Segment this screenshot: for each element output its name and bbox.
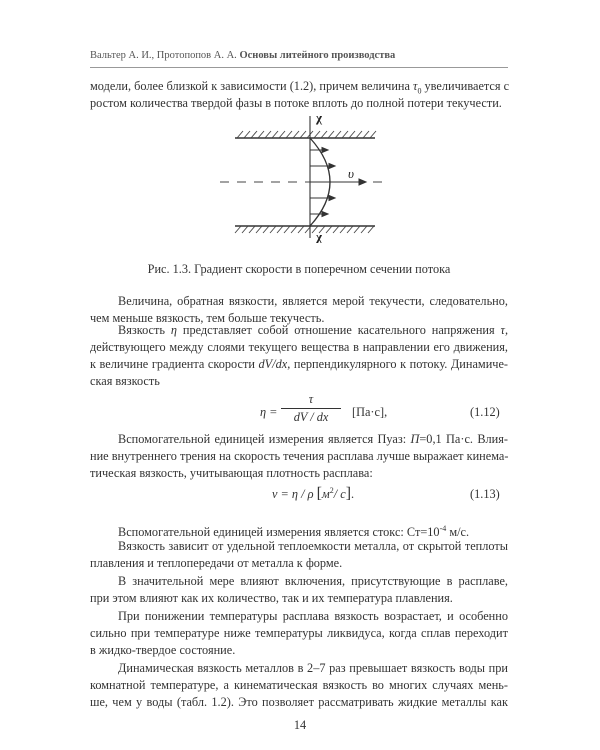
text-fragment: Вспомогательной единицей измерения является Пуаз: [118,432,407,446]
header-authors: Вальтер А. И., Протопопов А. А. [90,50,237,61]
text-line [90,322,508,339]
equation-number: (1.12) [470,405,500,419]
velocity-arrows [310,148,366,217]
equation-1-12-fraction [281,392,341,425]
text-line: ростом количества твердой фазы в потоке вплоть до полной потери текучести. [90,96,502,110]
superscript: -4 [439,524,447,533]
velocity-gradient-figure [220,108,390,243]
poise-symbol: П [410,432,420,446]
text-line: Вязкость зависит от удельной теплоемкости металла, от скрытой теплоты [118,539,508,553]
text-fragment: перпендикулярного к потоку. Динамиче- [293,357,509,371]
text-line: действующего между слоями текущего вещества в направлении его движения, [90,340,508,354]
text-line: При понижении температуры расплава вязкость возрастает, и особенно [118,609,508,623]
text-line [90,356,508,373]
bracket-close: ] [345,485,352,502]
text-line: при этом влияют как их количество, так и их температура плавления. [90,591,453,605]
gradient-symbol: dV/dx, [258,357,291,371]
subscript: 0 [417,86,422,96]
text-fragment: к величине градиента скорости [90,357,255,371]
text-fragment: Вязкость [118,323,165,337]
page-number: 14 [293,718,307,732]
velocity-label: υ [348,166,354,181]
figure-caption: Рис. 1.3. Градиент скорости в поперечном сечении потока [147,262,451,276]
fraction-bar [281,408,341,409]
running-header [90,50,510,61]
eq-unit-m: м [321,487,330,501]
equation-1-12-lhs [260,405,277,420]
text-line: Величина, обратная вязкости, является мерой текучести, следовательно, [118,294,508,308]
text-line: ние внутреннего трения на скорость течения расплава лучше выражает кинема- [90,449,509,463]
header-book-title: Основы литейного производства [239,50,396,61]
text-fragment: =0,1 Па·с. Влия- [419,432,508,446]
eq-lhs: η = [260,405,278,419]
bracket-open: [ [316,485,322,502]
equation-1-12-unit: [Па·с], [352,405,388,419]
tau-symbol: τ, [500,323,509,337]
text-line [90,431,508,448]
text-line: Динамическая вязкость металлов в 2–7 раз превышает вязкость воды при [118,661,508,675]
equation-1-13 [272,485,354,503]
tau-symbol: τ [413,79,418,93]
text-line: чем меньше вязкость, тем больше текучесть. [90,311,325,325]
text-line: плавления и теплопередачи от металла к форме. [90,556,343,570]
eq-numerator: τ [308,392,314,406]
text-line: комнатной температуре, а кинематическая вязкость во многих случаях мень- [90,678,508,692]
text-line: В значительной мере влияют включения, присутствующие в расплаве, [118,574,508,588]
chi-label-bottom: χ [316,229,323,243]
text-fragment: увеличивается с [424,79,510,93]
eq-denominator: dV / dx [293,410,329,424]
text-line: в жидко-твердое состояние. [90,643,236,657]
bottom-hatching [235,226,374,233]
eq-unit-exp: 2 [329,485,334,495]
text-fragment: модели, более близкой к зависимости (1.2), причем величина [90,79,410,93]
eq-unit-rest: / с [333,487,346,501]
eq-end: . [351,487,355,501]
text-fragment: м/с. [449,525,470,540]
eta-symbol: η [170,323,177,337]
text-line: ская вязкость [90,374,160,388]
text-line: сильно при температуре ниже температуры ликвидуса, когда сплав переходит [90,626,508,640]
text-fragment: Вспомогательной единицей измерения является стокс: Ст=10 [118,525,440,540]
equation-number: (1.13) [470,487,500,501]
text-line: тическая вязкость, учитывающая плотность расплава: [90,466,373,480]
text-line: ше, чем у воды (табл. 1.2). Это позволяет рассматривать жидкие металлы как [90,695,508,709]
top-hatching [237,131,376,138]
eq-expression: ν = η / ρ [272,487,314,501]
chi-label-top: χ [316,110,323,125]
text-fragment: представляет собой отношение касательного напряжения [182,323,495,337]
header-rule [90,67,508,68]
